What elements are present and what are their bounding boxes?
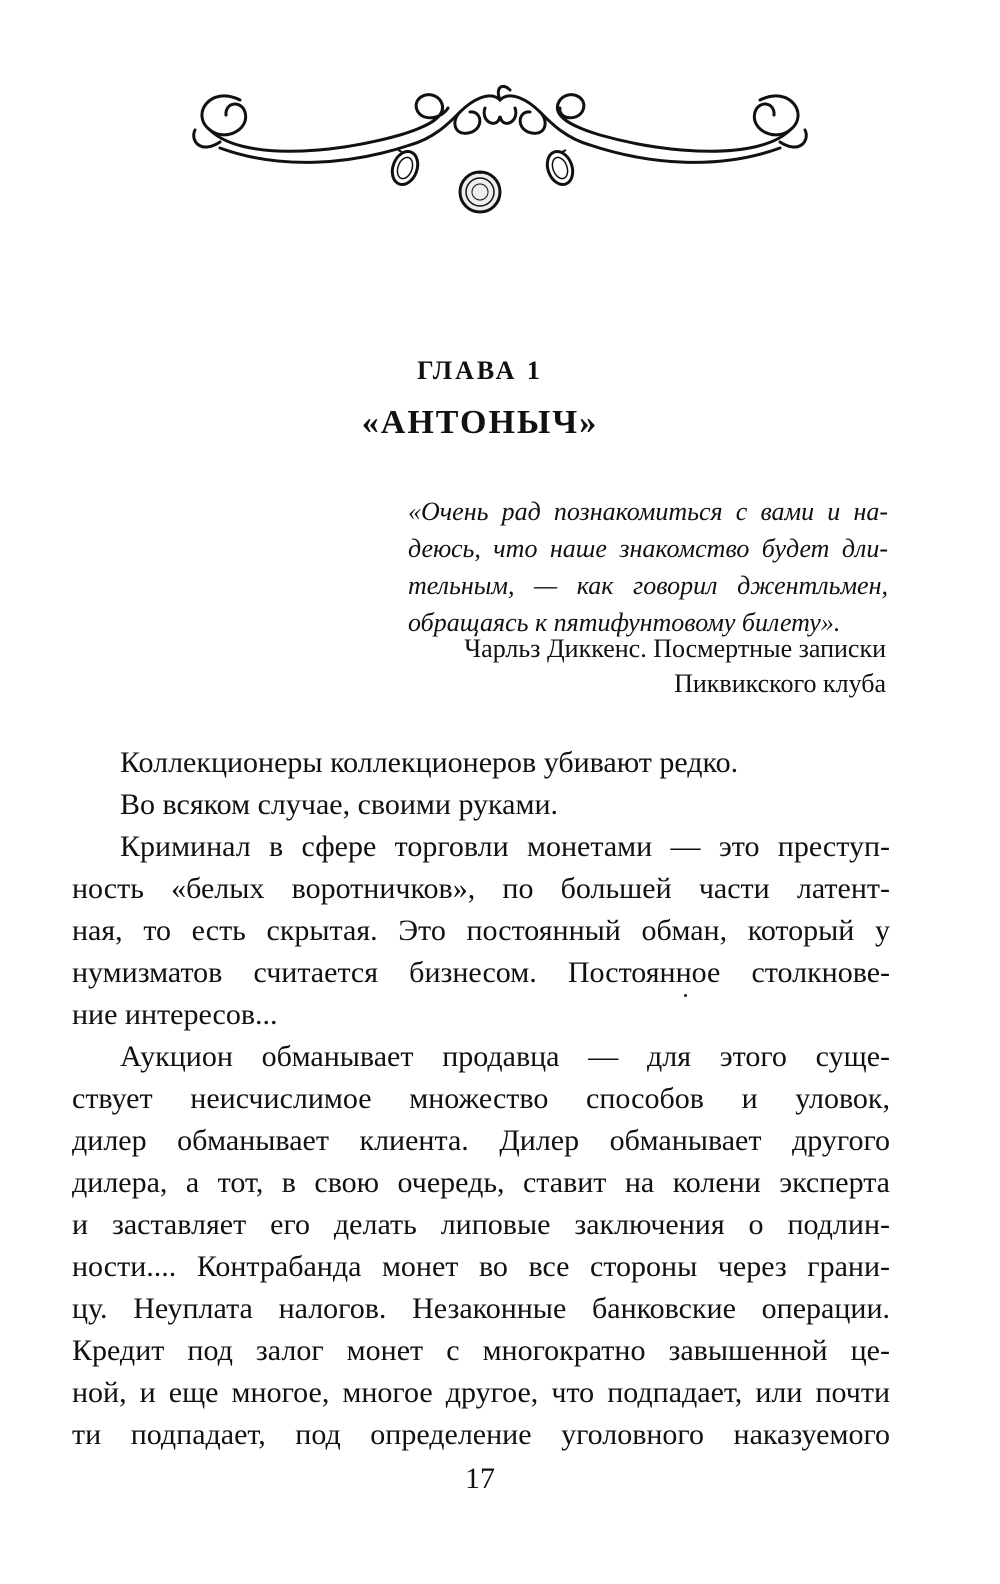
text-line: нумизматов считается бизнесом. Постоянное столкнове- — [72, 956, 890, 989]
page-number: 17 — [465, 1462, 495, 1495]
attribution-line: Пиквикского клуба — [674, 669, 886, 698]
text-line: ная, то есть скрытая. Это постоянный обман, который у — [72, 914, 890, 947]
text-line: дилера, а тот, в свою очередь, ставит на колени эксперта — [72, 1166, 890, 1199]
chapter-number: ГЛАВА 1 — [417, 356, 543, 385]
print-speck — [684, 994, 687, 997]
text-line: дилер обманывает клиента. Дилер обманывает другого — [72, 1124, 890, 1157]
epigraph-attribution — [366, 631, 886, 701]
epigraph-line: деюсь, что наше знакомство будет дли- — [408, 534, 888, 563]
text-line: ти подпадает, под определение уголовного наказуемого — [72, 1418, 890, 1451]
text-line: ность «белых воротничков», по большей части латент- — [72, 872, 890, 905]
text-line: Аукцион обманывает продавца — для этого суще- — [120, 1040, 890, 1073]
flourish-with-coins-ornament — [180, 60, 820, 230]
text-line: цу. Неуплата налогов. Незаконные банковские операции. — [72, 1292, 890, 1325]
chapter-title: «АНТОНЫЧ» — [361, 404, 599, 441]
epigraph — [408, 493, 888, 641]
body-text — [72, 742, 890, 1456]
text-line: Криминал в сфере торговли монетами — это преступ- — [120, 830, 890, 863]
text-line: и заставляет его делать липовые заключения о подлин- — [72, 1208, 890, 1241]
epigraph-line: «Очень рад познакомиться с вами и на- — [408, 497, 888, 526]
text-line: Кредит под залог монет с многократно завышенной це- — [72, 1334, 890, 1367]
epigraph-line: тельным, — как говорил джентльмен, — [408, 571, 888, 600]
text-line: Во всяком случае, своими руками. — [120, 788, 559, 821]
text-line: ние интересов... — [72, 998, 278, 1031]
attribution-line: Чарльз Диккенс. Посмертные записки — [464, 634, 886, 663]
text-line: Коллекционеры коллекционеров убивают редко. — [120, 746, 739, 779]
text-line: ности.... Контрабанда монет во все стороны через грани- — [72, 1250, 890, 1283]
text-line: ствует неисчислимое множество способов и уловок, — [72, 1082, 890, 1115]
epigraph-line: обращаясь к пятифунтовому билету». — [408, 608, 841, 637]
text-line: ной, и еще многое, многое другое, что подпадает, или почти — [72, 1376, 890, 1409]
